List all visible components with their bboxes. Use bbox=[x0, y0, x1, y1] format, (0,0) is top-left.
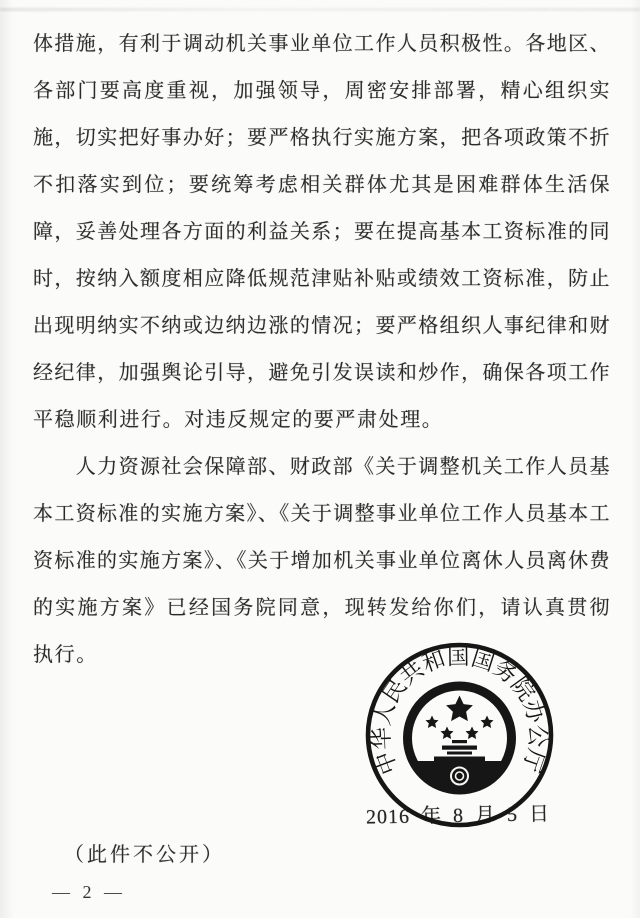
text-line: 障，妥善处理各方面的利益关系；要在提高基本工资标准的同 bbox=[33, 221, 610, 243]
gear-icon bbox=[451, 768, 468, 785]
text-line: 的实施方案》已经国务院同意，现转发给你们，请认真贯彻 bbox=[33, 597, 610, 619]
text-line: 平稳顺利进行。对违反规定的要严肃处理。 bbox=[33, 409, 444, 431]
scan-artifact-top-streak bbox=[0, 8, 640, 11]
page-number: — 2 — bbox=[52, 882, 126, 902]
text-line: 体措施，有利于调动机关事业单位工作人员积极性。各地区、 bbox=[33, 33, 610, 55]
text-line: 时，按纳入额度相应降低规范津贴补贴或绩效工资标准，防止 bbox=[33, 268, 610, 290]
national-emblem-icon bbox=[408, 686, 512, 790]
text-line: 经纪律，加强舆论引导，避免引发误读和炒作，确保各项工作 bbox=[33, 362, 610, 384]
document-body bbox=[33, 21, 610, 679]
text-line: 各部门要高度重视，加强领导，周密安排部署，精心组织实 bbox=[33, 80, 610, 102]
text-line: 资标准的实施方案》、《关于增加机关事业单位离休人员离休费 bbox=[33, 550, 610, 572]
text-line: 出现明纳实不纳或边纳边涨的情况；要严格组织人事纪律和财 bbox=[33, 315, 610, 337]
small-stars-icon bbox=[426, 716, 494, 740]
scan-artifact-right-shade bbox=[630, 0, 640, 918]
seal-ring-text: 中华人民共和国国务院办公厅 bbox=[368, 644, 551, 778]
scan-artifact-left-shade bbox=[0, 0, 14, 918]
seal-date: 2016 年 8 月 5 日 bbox=[365, 803, 551, 829]
text-line: 不扣落实到位；要统筹考虑相关群体尤其是困难群体生活保 bbox=[33, 174, 610, 196]
confidential-note: （此件不公开） bbox=[64, 844, 225, 866]
text-line: 施，切实把好事办好；要严格执行实施方案，把各项政策不折 bbox=[33, 127, 610, 149]
big-star-icon bbox=[446, 696, 473, 722]
text-line: 本工资标准的实施方案》、《关于调整事业单位工作人员基本工 bbox=[33, 503, 610, 525]
text-line: 执行。 bbox=[33, 644, 98, 666]
tiananmen-icon bbox=[434, 740, 485, 762]
text-line: 人力资源社会保障部、财政部《关于调整机关工作人员基 bbox=[33, 456, 610, 478]
